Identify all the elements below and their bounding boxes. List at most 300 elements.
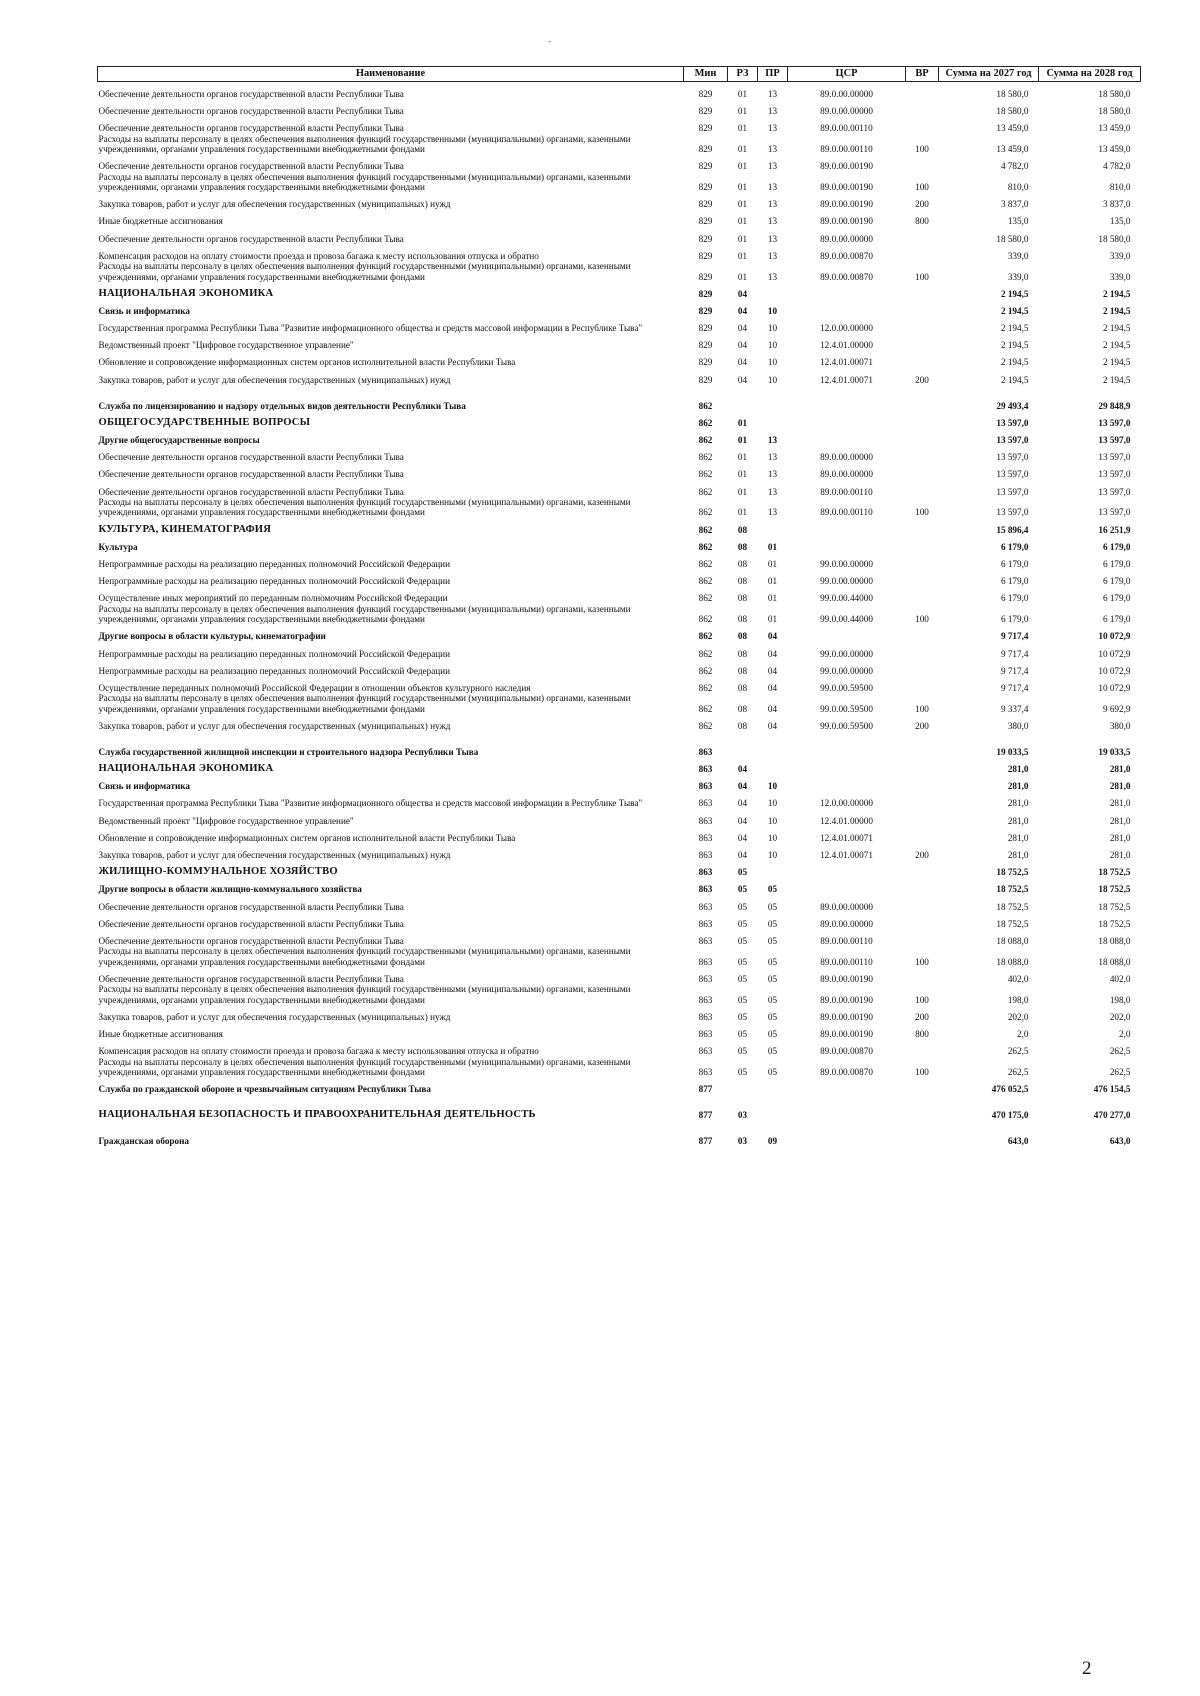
table-row xyxy=(98,1057,1141,1078)
cell-min: 829 xyxy=(698,323,713,334)
cell-name: Обеспечение деятельности органов государственной власти Республики Тыва xyxy=(98,123,404,134)
cell-pr: 05 xyxy=(767,918,778,929)
cell-min: 863 xyxy=(698,1011,713,1022)
cell-name: Закупка товаров, работ и услуг для обеспечения государственных (муниципальных) нужд xyxy=(98,374,451,385)
table-row xyxy=(98,1040,1141,1057)
cell-name: ОБЩЕГОСУДАРСТВЕННЫЕ ВОПРОСЫ xyxy=(98,416,311,428)
cell-min: 863 xyxy=(698,815,713,826)
cell-sum-2027: 15 896,4 xyxy=(996,524,1029,535)
table-row xyxy=(98,172,1141,193)
cell-rz: 01 xyxy=(737,486,748,497)
table-row xyxy=(98,463,1141,480)
cell-pr: 01 xyxy=(767,541,778,552)
cell-vr xyxy=(906,967,939,984)
header-vr: ВР xyxy=(906,67,939,82)
cell-rz: 05 xyxy=(737,956,748,967)
table-row xyxy=(98,1005,1141,1022)
cell-csr: 89.0.00.00000 xyxy=(820,105,873,116)
table-row xyxy=(98,792,1141,809)
cell-sum-2027: 202,0 xyxy=(1007,1011,1029,1022)
cell-name: Обеспечение деятельности органов государственной власти Республики Тыва xyxy=(98,88,404,99)
cell-sum-2027: 643,0 xyxy=(1007,1136,1029,1147)
cell-rz: 01 xyxy=(737,161,748,172)
cell-vr xyxy=(906,775,939,792)
cell-pr: 05 xyxy=(767,884,778,895)
cell-csr xyxy=(788,282,906,299)
cell-min: 829 xyxy=(698,357,713,368)
cell-sum-2028: 135,0 xyxy=(1109,216,1131,227)
table-row xyxy=(98,282,1141,299)
cell-csr: 89.0.00.00000 xyxy=(820,233,873,244)
cell-name: Непрограммные расходы на реализацию переданных полномочий Российской Федерации xyxy=(98,576,451,587)
cell-name: Расходы на выплаты персоналу в целях обеспечения выполнения функций государственными (муниципальными) органами, казенными учреждениями, органами управления государственными внебюджетными фондами xyxy=(98,984,631,1005)
cell-csr xyxy=(788,1095,906,1121)
cell-sum-2028: 3 837,0 xyxy=(1102,199,1131,210)
cell-csr: 12.4.01.00000 xyxy=(820,815,873,826)
cell-csr: 89.0.00.00000 xyxy=(820,469,873,480)
cell-name: Связь и информатика xyxy=(98,305,190,316)
cell-rz: 05 xyxy=(737,1011,748,1022)
cell-name: Связь и информатика xyxy=(98,781,190,792)
cell-sum-2027: 13 597,0 xyxy=(996,452,1029,463)
cell-rz: 01 xyxy=(737,435,748,446)
cell-pr: 04 xyxy=(767,631,778,642)
cell-sum-2027: 281,0 xyxy=(1007,815,1029,826)
cell-name: Непрограммные расходы на реализацию переданных полномочий Российской Федерации xyxy=(98,648,451,659)
cell-vr xyxy=(906,912,939,929)
table-row xyxy=(98,351,1141,368)
cell-pr: 01 xyxy=(767,593,778,604)
cell-sum-2027: 18 580,0 xyxy=(996,88,1029,99)
cell-min: 877 xyxy=(698,1084,713,1095)
table-row xyxy=(98,227,1141,244)
cell-name: Служба по гражданской обороне и чрезвычайным ситуациям Республики Тыва xyxy=(98,1084,431,1095)
cell-rz: 05 xyxy=(737,935,748,946)
cell-min: 863 xyxy=(698,994,713,1005)
cell-pr: 05 xyxy=(767,994,778,1005)
cell-rz xyxy=(728,1078,758,1095)
cell-vr: 800 xyxy=(915,216,929,227)
cell-csr: 99.0.00.00000 xyxy=(820,648,873,659)
cell-sum-2028: 10 072,9 xyxy=(1098,631,1131,642)
cell-pr: 13 xyxy=(767,161,778,172)
cell-min: 877 xyxy=(698,1136,713,1147)
table-row xyxy=(98,878,1141,895)
cell-name: Расходы на выплаты персоналу в целях обеспечения выполнения функций государственными (муниципальными) органами, казенными учреждениями, органами управления государственными внебюджетными фондами xyxy=(98,1056,631,1078)
cell-vr: 200 xyxy=(915,199,929,210)
cell-name: Обеспечение деятельности органов государственной власти Республики Тыва xyxy=(98,452,404,463)
cell-min: 863 xyxy=(698,1046,713,1057)
cell-sum-2028: 339,0 xyxy=(1109,271,1131,282)
cell-rz: 01 xyxy=(737,417,748,428)
cell-pr: 13 xyxy=(767,88,778,99)
cell-sum-2027: 402,0 xyxy=(1007,973,1029,984)
cell-sum-2028: 2 194,5 xyxy=(1102,374,1131,385)
cell-csr xyxy=(788,1078,906,1095)
cell-name: Закупка товаров, работ и услуг для обеспечения государственных (муниципальных) нужд xyxy=(98,850,451,861)
cell-csr: 12.4.01.00000 xyxy=(820,340,873,351)
cell-sum-2027: 281,0 xyxy=(1007,850,1029,861)
cell-rz: 05 xyxy=(737,1046,748,1057)
cell-name: Другие вопросы в области жилищно-коммунального хозяйства xyxy=(98,884,362,895)
cell-rz: 05 xyxy=(737,918,748,929)
cell-rz: 04 xyxy=(737,305,748,316)
cell-sum-2028: 13 597,0 xyxy=(1098,417,1131,428)
cell-sum-2027: 6 179,0 xyxy=(1000,558,1029,569)
cell-name: Компенсация расходов на оплату стоимости проезда и провоза багажа к месту использования отпуска и обратно xyxy=(98,1046,539,1057)
cell-pr xyxy=(758,385,788,411)
cell-rz: 05 xyxy=(737,1029,748,1040)
cell-name: КУЛЬТУРА, КИНЕМАТОГРАФИЯ xyxy=(98,523,272,535)
cell-pr: 13 xyxy=(767,271,778,282)
cell-rz: 01 xyxy=(737,250,748,261)
table-row xyxy=(98,826,1141,843)
cell-vr xyxy=(906,895,939,912)
cell-rz: 04 xyxy=(737,781,748,792)
cell-pr: 13 xyxy=(767,181,778,192)
cell-sum-2028: 13 597,0 xyxy=(1098,469,1131,480)
cell-csr: 99.0.00.00000 xyxy=(820,576,873,587)
cell-rz: 08 xyxy=(737,524,748,535)
cell-name: Другие вопросы в области культуры, кинематографии xyxy=(98,631,326,642)
cell-sum-2027: 13 459,0 xyxy=(996,143,1029,154)
table-row xyxy=(98,946,1141,967)
cell-pr: 04 xyxy=(767,665,778,676)
cell-sum-2027: 19 033,5 xyxy=(996,746,1029,757)
cell-vr xyxy=(906,480,939,497)
table-row xyxy=(98,368,1141,385)
cell-csr xyxy=(788,299,906,316)
cell-pr: 10 xyxy=(767,815,778,826)
cell-sum-2028: 470 277,0 xyxy=(1093,1110,1131,1121)
table-row xyxy=(98,659,1141,676)
table-row xyxy=(98,625,1141,642)
cell-sum-2027: 18 088,0 xyxy=(996,935,1029,946)
cell-pr xyxy=(758,757,788,774)
cell-min: 862 xyxy=(698,452,713,463)
cell-name: Обеспечение деятельности органов государственной власти Республики Тыва xyxy=(98,935,404,946)
cell-csr: 89.0.00.00000 xyxy=(820,901,873,912)
cell-csr: 99.0.00.00000 xyxy=(820,665,873,676)
table-row xyxy=(98,445,1141,462)
cell-rz: 01 xyxy=(737,181,748,192)
cell-csr xyxy=(788,860,906,877)
cell-csr: 99.0.00.44000 xyxy=(820,593,873,604)
cell-sum-2027: 9 717,4 xyxy=(1000,648,1029,659)
cell-pr xyxy=(758,411,788,428)
cell-sum-2027: 18 752,5 xyxy=(996,901,1029,912)
cell-sum-2027: 9 717,4 xyxy=(1000,682,1029,693)
cell-min: 863 xyxy=(698,918,713,929)
cell-name: Закупка товаров, работ и услуг для обеспечения государственных (муниципальных) нужд xyxy=(98,720,451,731)
cell-csr: 89.0.00.00870 xyxy=(820,1067,873,1078)
cell-rz xyxy=(728,385,758,411)
cell-rz: 01 xyxy=(737,199,748,210)
cell-pr: 13 xyxy=(767,486,778,497)
cell-sum-2028: 13 459,0 xyxy=(1098,123,1131,134)
cell-name: Непрограммные расходы на реализацию переданных полномочий Российской Федерации xyxy=(98,665,451,676)
cell-vr xyxy=(906,625,939,642)
table-row xyxy=(98,411,1141,428)
cell-min: 829 xyxy=(698,233,713,244)
cell-sum-2028: 281,0 xyxy=(1109,850,1131,861)
table-row xyxy=(98,604,1141,625)
cell-sum-2028: 281,0 xyxy=(1109,781,1131,792)
cell-name: Расходы на выплаты персоналу в целях обеспечения выполнения функций государственными (муниципальными) органами, казенными учреждениями, органами управления государственными внебюджетными фондами xyxy=(98,171,631,192)
cell-rz: 04 xyxy=(737,798,748,809)
cell-sum-2027: 6 179,0 xyxy=(1000,541,1029,552)
cell-pr: 05 xyxy=(767,973,778,984)
cell-name: Обеспечение деятельности органов государственной власти Республики Тыва xyxy=(98,469,404,480)
cell-name: Государственная программа Республики Тыва "Развитие информационного общества и средств массовой информации в Республике Тыва" xyxy=(98,798,643,809)
cell-sum-2028: 198,0 xyxy=(1109,994,1131,1005)
cell-csr: 89.0.00.00110 xyxy=(820,486,873,497)
cell-sum-2027: 2 194,5 xyxy=(1000,323,1029,334)
cell-pr: 04 xyxy=(767,703,778,714)
cell-min: 829 xyxy=(698,105,713,116)
cell-min: 863 xyxy=(698,1029,713,1040)
cell-min: 863 xyxy=(698,973,713,984)
cell-sum-2028: 19 033,5 xyxy=(1098,746,1131,757)
cell-sum-2027: 9 717,4 xyxy=(1000,665,1029,676)
cell-vr xyxy=(906,227,939,244)
cell-rz: 05 xyxy=(737,994,748,1005)
cell-rz: 01 xyxy=(737,507,748,518)
cell-sum-2027: 2 194,5 xyxy=(1000,357,1029,368)
cell-name: Расходы на выплаты персоналу в целях обеспечения выполнения функций государственными (муниципальными) органами, казенными учреждениями, органами управления государственными внебюджетными фондами xyxy=(98,946,631,967)
cell-min: 862 xyxy=(698,400,713,411)
cell-csr xyxy=(788,625,906,642)
cell-rz: 08 xyxy=(737,631,748,642)
cell-vr xyxy=(906,1040,939,1057)
cell-pr: 13 xyxy=(767,216,778,227)
cell-name: Государственная программа Республики Тыва "Развитие информационного общества и средств массовой информации в Республике Тыва" xyxy=(98,323,643,334)
header-sum-2027: Сумма на 2027 год xyxy=(939,67,1039,82)
table-row xyxy=(98,809,1141,826)
cell-vr: 100 xyxy=(915,507,929,518)
cell-csr xyxy=(788,385,906,411)
cell-name: Обеспечение деятельности органов государственной власти Республики Тыва xyxy=(98,486,404,497)
cell-sum-2028: 10 072,9 xyxy=(1098,665,1131,676)
header-rz: РЗ xyxy=(728,67,758,82)
cell-csr: 89.0.00.00870 xyxy=(820,271,873,282)
cell-rz: 03 xyxy=(737,1110,748,1121)
table-row xyxy=(98,967,1141,984)
cell-sum-2027: 6 179,0 xyxy=(1000,593,1029,604)
cell-rz: 08 xyxy=(737,614,748,625)
cell-sum-2027: 13 597,0 xyxy=(996,435,1029,446)
cell-name: НАЦИОНАЛЬНАЯ БЕЗОПАСНОСТЬ И ПРАВООХРАНИТЕЛЬНАЯ ДЕЯТЕЛЬНОСТЬ xyxy=(98,1109,536,1121)
cell-csr: 89.0.00.00190 xyxy=(820,181,873,192)
table-row xyxy=(98,261,1141,282)
cell-min: 862 xyxy=(698,720,713,731)
cell-name: Расходы на выплаты персоналу в целях обеспечения выполнения функций государственными (муниципальными) органами, казенными учреждениями, органами управления государственными внебюджетными фондами xyxy=(98,497,631,518)
cell-sum-2028: 4 782,0 xyxy=(1102,161,1131,172)
cell-rz: 04 xyxy=(737,288,748,299)
cell-min: 829 xyxy=(698,340,713,351)
cell-sum-2028: 262,5 xyxy=(1109,1046,1131,1057)
cell-sum-2027: 339,0 xyxy=(1007,250,1029,261)
cell-min: 862 xyxy=(698,614,713,625)
cell-min: 863 xyxy=(698,867,713,878)
cell-vr: 200 xyxy=(915,374,929,385)
cell-min: 863 xyxy=(698,764,713,775)
table-row xyxy=(98,642,1141,659)
cell-min: 863 xyxy=(698,1067,713,1078)
cell-sum-2028: 13 597,0 xyxy=(1098,507,1131,518)
cell-sum-2028: 13 597,0 xyxy=(1098,452,1131,463)
cell-vr xyxy=(906,154,939,171)
cell-sum-2028: 281,0 xyxy=(1109,815,1131,826)
cell-sum-2028: 2 194,5 xyxy=(1102,305,1131,316)
cell-sum-2028: 16 251,9 xyxy=(1098,524,1131,535)
cell-csr: 89.0.00.00870 xyxy=(820,250,873,261)
cell-csr: 89.0.00.00870 xyxy=(820,1046,873,1057)
cell-pr xyxy=(758,282,788,299)
cell-rz: 05 xyxy=(737,973,748,984)
cell-sum-2028: 18 752,5 xyxy=(1098,918,1131,929)
cell-csr: 12.0.00.00000 xyxy=(820,323,873,334)
cell-min: 862 xyxy=(698,469,713,480)
cell-name: ЖИЛИЩНО-КОММУНАЛЬНОЕ ХОЗЯЙСТВО xyxy=(98,866,338,878)
cell-sum-2028: 10 072,9 xyxy=(1098,648,1131,659)
cell-min: 829 xyxy=(698,88,713,99)
cell-min: 829 xyxy=(698,161,713,172)
cell-csr xyxy=(788,535,906,552)
cell-csr: 89.0.00.00190 xyxy=(820,199,873,210)
cell-name: Служба по лицензированию и надзору отдельных видов деятельности Республики Тыва xyxy=(98,400,466,411)
cell-name: Осуществление переданных полномочий Российской Федерации в отношении объектов культурного наследия xyxy=(98,682,531,693)
header-name: Наименование xyxy=(98,67,684,82)
cell-rz: 08 xyxy=(737,593,748,604)
cell-pr: 13 xyxy=(767,143,778,154)
cell-sum-2027: 339,0 xyxy=(1007,271,1029,282)
cell-min: 862 xyxy=(698,631,713,642)
cell-pr xyxy=(758,1078,788,1095)
cell-sum-2028: 18 580,0 xyxy=(1098,88,1131,99)
cell-sum-2028: 6 179,0 xyxy=(1102,541,1131,552)
cell-name: Гражданская оборона xyxy=(98,1136,190,1147)
cell-sum-2028: 810,0 xyxy=(1109,181,1131,192)
cell-sum-2027: 9 337,4 xyxy=(1000,703,1029,714)
cell-vr xyxy=(906,826,939,843)
cell-rz: 08 xyxy=(737,665,748,676)
cell-sum-2028: 18 752,5 xyxy=(1098,884,1131,895)
cell-csr xyxy=(788,411,906,428)
cell-name: Другие общегосударственные вопросы xyxy=(98,435,260,446)
table-row xyxy=(98,518,1141,535)
cell-name: Обеспечение деятельности органов государственной власти Республики Тыва xyxy=(98,973,404,984)
cell-vr xyxy=(906,569,939,586)
cell-csr: 99.0.00.00000 xyxy=(820,558,873,569)
cell-sum-2028: 339,0 xyxy=(1109,250,1131,261)
cell-min: 829 xyxy=(698,271,713,282)
cell-name: Обеспечение деятельности органов государственной власти Республики Тыва xyxy=(98,105,404,116)
cell-csr xyxy=(788,428,906,445)
cell-name: НАЦИОНАЛЬНАЯ ЭКОНОМИКА xyxy=(98,287,274,299)
cell-min: 829 xyxy=(698,250,713,261)
cell-pr: 04 xyxy=(767,720,778,731)
cell-pr: 13 xyxy=(767,123,778,134)
table-row xyxy=(98,895,1141,912)
cell-name: Осуществление иных мероприятий по переданным полномочиям Российской Федерации xyxy=(98,593,448,604)
cell-pr: 13 xyxy=(767,435,778,446)
cell-vr xyxy=(906,642,939,659)
table-row xyxy=(98,134,1141,155)
cell-vr: 100 xyxy=(915,1067,929,1078)
cell-min: 829 xyxy=(698,143,713,154)
table-row xyxy=(98,82,1141,100)
cell-sum-2027: 13 597,0 xyxy=(996,417,1029,428)
cell-rz: 01 xyxy=(737,452,748,463)
table-row xyxy=(98,1078,1141,1095)
cell-sum-2027: 18 752,5 xyxy=(996,867,1029,878)
cell-rz: 04 xyxy=(737,374,748,385)
cell-pr: 13 xyxy=(767,199,778,210)
header-pr: ПР xyxy=(758,67,788,82)
cell-csr: 89.0.00.00110 xyxy=(820,956,873,967)
table-row xyxy=(98,775,1141,792)
cell-vr: 800 xyxy=(915,1029,929,1040)
cell-sum-2027: 2 194,5 xyxy=(1000,288,1029,299)
header-min: Мин xyxy=(684,67,728,82)
cell-rz: 01 xyxy=(737,271,748,282)
cell-rz: 08 xyxy=(737,558,748,569)
table-row xyxy=(98,912,1141,929)
cell-min: 829 xyxy=(698,123,713,134)
cell-min: 829 xyxy=(698,374,713,385)
cell-csr: 12.4.01.00071 xyxy=(820,850,873,861)
cell-vr xyxy=(906,552,939,569)
cell-name: Обеспечение деятельности органов государственной власти Республики Тыва xyxy=(98,233,404,244)
cell-csr: 89.0.00.00110 xyxy=(820,507,873,518)
cell-pr: 05 xyxy=(767,1011,778,1022)
cell-min: 863 xyxy=(698,850,713,861)
cell-vr: 100 xyxy=(915,271,929,282)
cell-name: Закупка товаров, работ и услуг для обеспечения государственных (муниципальных) нужд xyxy=(98,1011,451,1022)
cell-name: Ведомственный проект "Цифровое государственное управление" xyxy=(98,815,354,826)
cell-sum-2028: 202,0 xyxy=(1109,1011,1131,1022)
cell-vr xyxy=(906,411,939,428)
cell-csr xyxy=(788,775,906,792)
cell-sum-2027: 135,0 xyxy=(1007,216,1029,227)
cell-vr xyxy=(906,385,939,411)
cell-name: Закупка товаров, работ и услуг для обеспечения государственных (муниципальных) нужд xyxy=(98,199,451,210)
table-row xyxy=(98,693,1141,714)
table-row xyxy=(98,860,1141,877)
cell-pr: 01 xyxy=(767,614,778,625)
cell-sum-2027: 4 782,0 xyxy=(1000,161,1029,172)
cell-pr: 10 xyxy=(767,832,778,843)
cell-name: Культура xyxy=(98,541,138,552)
cell-sum-2027: 470 175,0 xyxy=(991,1110,1029,1121)
cell-csr: 12.0.00.00000 xyxy=(820,798,873,809)
cell-pr: 01 xyxy=(767,558,778,569)
cell-csr xyxy=(788,731,906,757)
cell-rz: 05 xyxy=(737,1067,748,1078)
cell-sum-2028: 13 597,0 xyxy=(1098,435,1131,446)
table-row xyxy=(98,714,1141,731)
cell-sum-2028: 2 194,5 xyxy=(1102,357,1131,368)
cell-min: 862 xyxy=(698,486,713,497)
cell-vr: 100 xyxy=(915,614,929,625)
cell-sum-2027: 262,5 xyxy=(1007,1046,1029,1057)
table-row xyxy=(98,843,1141,860)
cell-rz: 03 xyxy=(737,1136,748,1147)
cell-name: Расходы на выплаты персоналу в целях обеспечения выполнения функций государственными (муниципальными) органами, казенными учреждениями, органами управления государственными внебюджетными фондами xyxy=(98,133,631,154)
table-row xyxy=(98,587,1141,604)
cell-pr: 13 xyxy=(767,469,778,480)
